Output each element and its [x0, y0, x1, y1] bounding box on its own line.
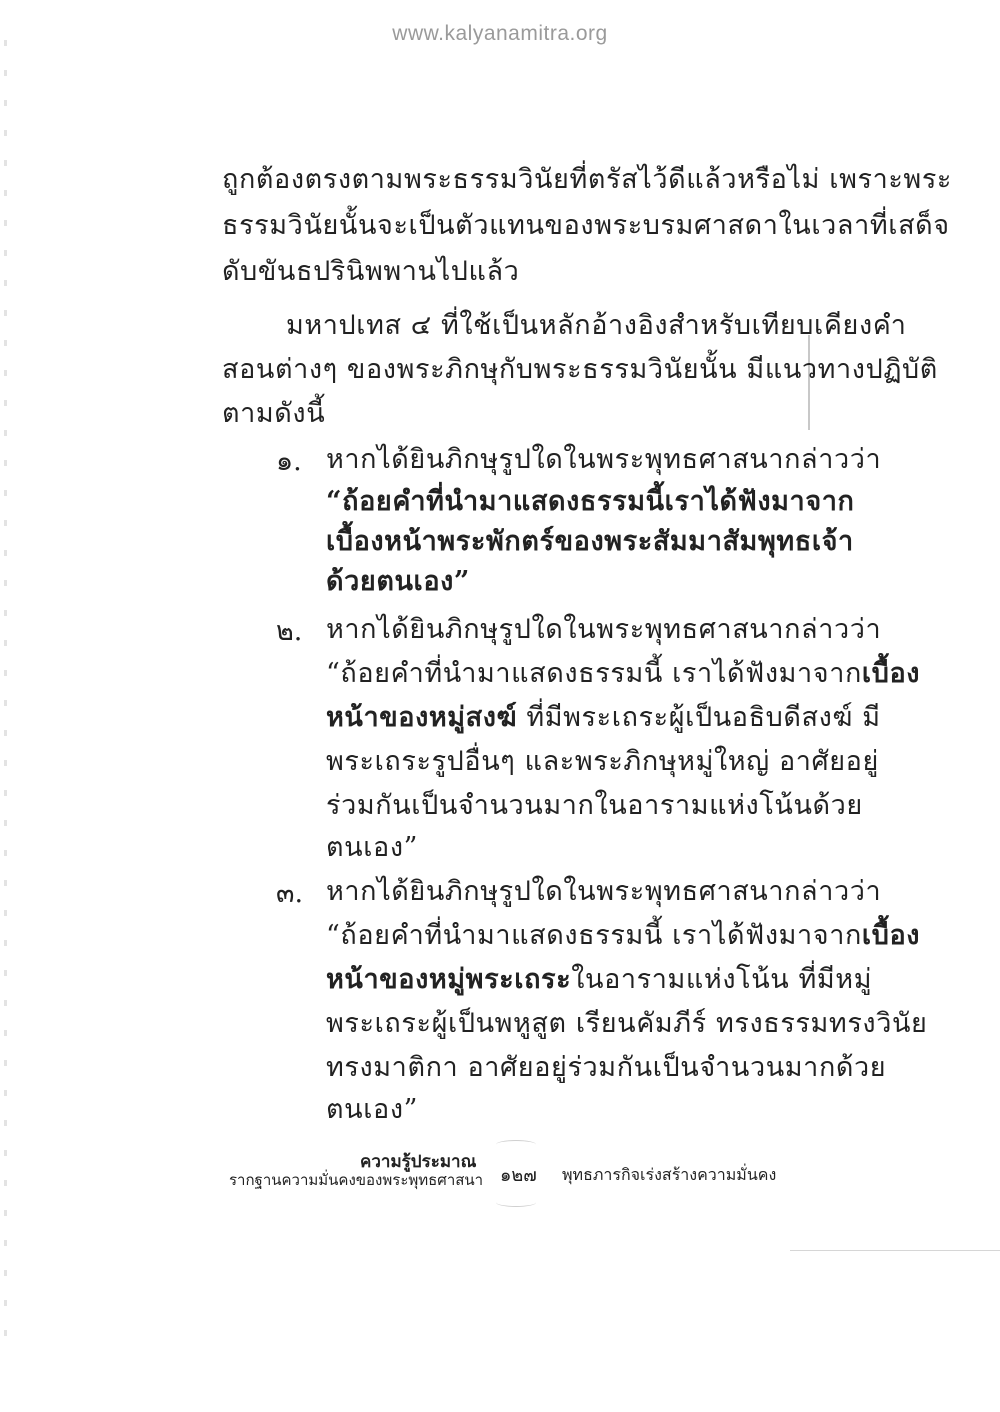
item-3-line-6: ตนเอง”	[326, 1094, 419, 1125]
para2-line-1: มหาปเทส ๔ ที่ใช้เป็นหลักอ้างอิงสำหรับเทียบเคียงคำ	[286, 310, 907, 341]
item-3-line-5: ทรงมาติกา อาศัยอยู่ร่วมกันเป็นจำนวนมากด้วย	[326, 1052, 887, 1083]
item-3-line-2-bold: เบื้อง	[861, 920, 921, 951]
item-1-line-3: เบื้องหน้าพระพักตร์ของพระสัมมาสัมพุทธเจ้า	[326, 526, 854, 557]
item-3-line-2-regular: “ถ้อยคำที่นำมาแสดงธรรมนี้ เราได้ฟังมาจาก	[326, 920, 862, 951]
intro-line-3: ดับขันธปรินิพพานไปแล้ว	[222, 256, 520, 287]
item-2-number: ๒.	[276, 616, 303, 647]
para2-line-2: สอนต่างๆ ของพระภิกษุกับพระธรรมวินัยนั้น มีแนวทางปฏิบัติ	[222, 354, 938, 385]
item-3-line-3	[326, 960, 872, 1000]
watermark-url: www.kalyanamitra.org	[392, 22, 608, 45]
item-2-line-1: หากได้ยินภิกษุรูปใดในพระพุทธศาสนากล่าวว่า	[326, 614, 882, 645]
item-1-line-4: ด้วยตนเอง”	[326, 566, 471, 597]
item-2-line-4: พระเถระรูปอื่นๆ และพระภิกษุหมู่ใหญ่ อาศัยอยู่	[326, 746, 879, 777]
item-3-line-3-regular: ในอารามแห่งโน้น ที่มีหมู่	[571, 964, 873, 995]
intro-line-1: ถูกต้องตรงตามพระธรรมวินัยที่ตรัสไว้ดีแล้วหรือไม่ เพราะพระ	[222, 164, 953, 195]
item-2-line-2	[326, 654, 920, 694]
item-3-line-3-bold: หน้าของหมู่พระเถระ	[326, 964, 572, 995]
item-2-line-6: ตนเอง”	[326, 832, 419, 863]
item-3-line-2	[326, 916, 920, 956]
item-2-line-3-regular: ที่มีพระเถระผู้เป็นอธิบดีสงฆ์ มี	[517, 702, 881, 733]
item-2-line-3-bold: หน้าของหมู่สงฆ์	[326, 702, 518, 733]
item-2-line-5: ร่วมกันเป็นจำนวนมากในอารามแห่งโน้นด้วย	[326, 790, 863, 821]
item-3-line-4: พระเถระผู้เป็นพหูสูต เรียนคัมภีร์ ทรงธรรมทรงวินัย	[326, 1008, 928, 1039]
intro-line-2: ธรรมวินัยนั้นจะเป็นตัวแทนของพระบรมศาสดาในเวลาที่เสด็จ	[222, 210, 950, 241]
item-3-number: ๓.	[276, 878, 304, 909]
page-number: ๑๒๗	[500, 1165, 537, 1186]
item-1-line-1: หากได้ยินภิกษุรูปใดในพระพุทธศาสนากล่าวว่า	[326, 444, 882, 475]
para2-line-3: ตามดังนี้	[222, 398, 326, 429]
footer-book-title: ความรู้ประมาณ	[360, 1152, 477, 1172]
item-3-line-1: หากได้ยินภิกษุรูปใดในพระพุทธศาสนากล่าวว่า	[326, 876, 882, 907]
scan-edge-marks	[4, 40, 7, 1340]
item-2-line-2-bold: เบื้อง	[861, 658, 921, 689]
item-1-line-2: “ถ้อยคำที่นำมาแสดงธรรมนี้เราได้ฟังมาจาก	[326, 486, 855, 517]
item-1-number: ๑.	[276, 446, 302, 477]
footer-ornament-bottom	[496, 1198, 536, 1207]
item-2-line-2-regular: “ถ้อยคำที่นำมาแสดงธรรมนี้ เราได้ฟังมาจาก	[326, 658, 862, 689]
footer-ornament-top	[496, 1140, 536, 1149]
item-2-line-3	[326, 698, 881, 738]
footer-chapter-title: พุทธภารกิจเร่งสร้างความมั่นคง	[562, 1165, 777, 1184]
footer-book-subtitle: รากฐานความมั่นคงของพระพุทธศาสนา	[229, 1171, 484, 1189]
bottom-rule	[790, 1250, 1000, 1251]
